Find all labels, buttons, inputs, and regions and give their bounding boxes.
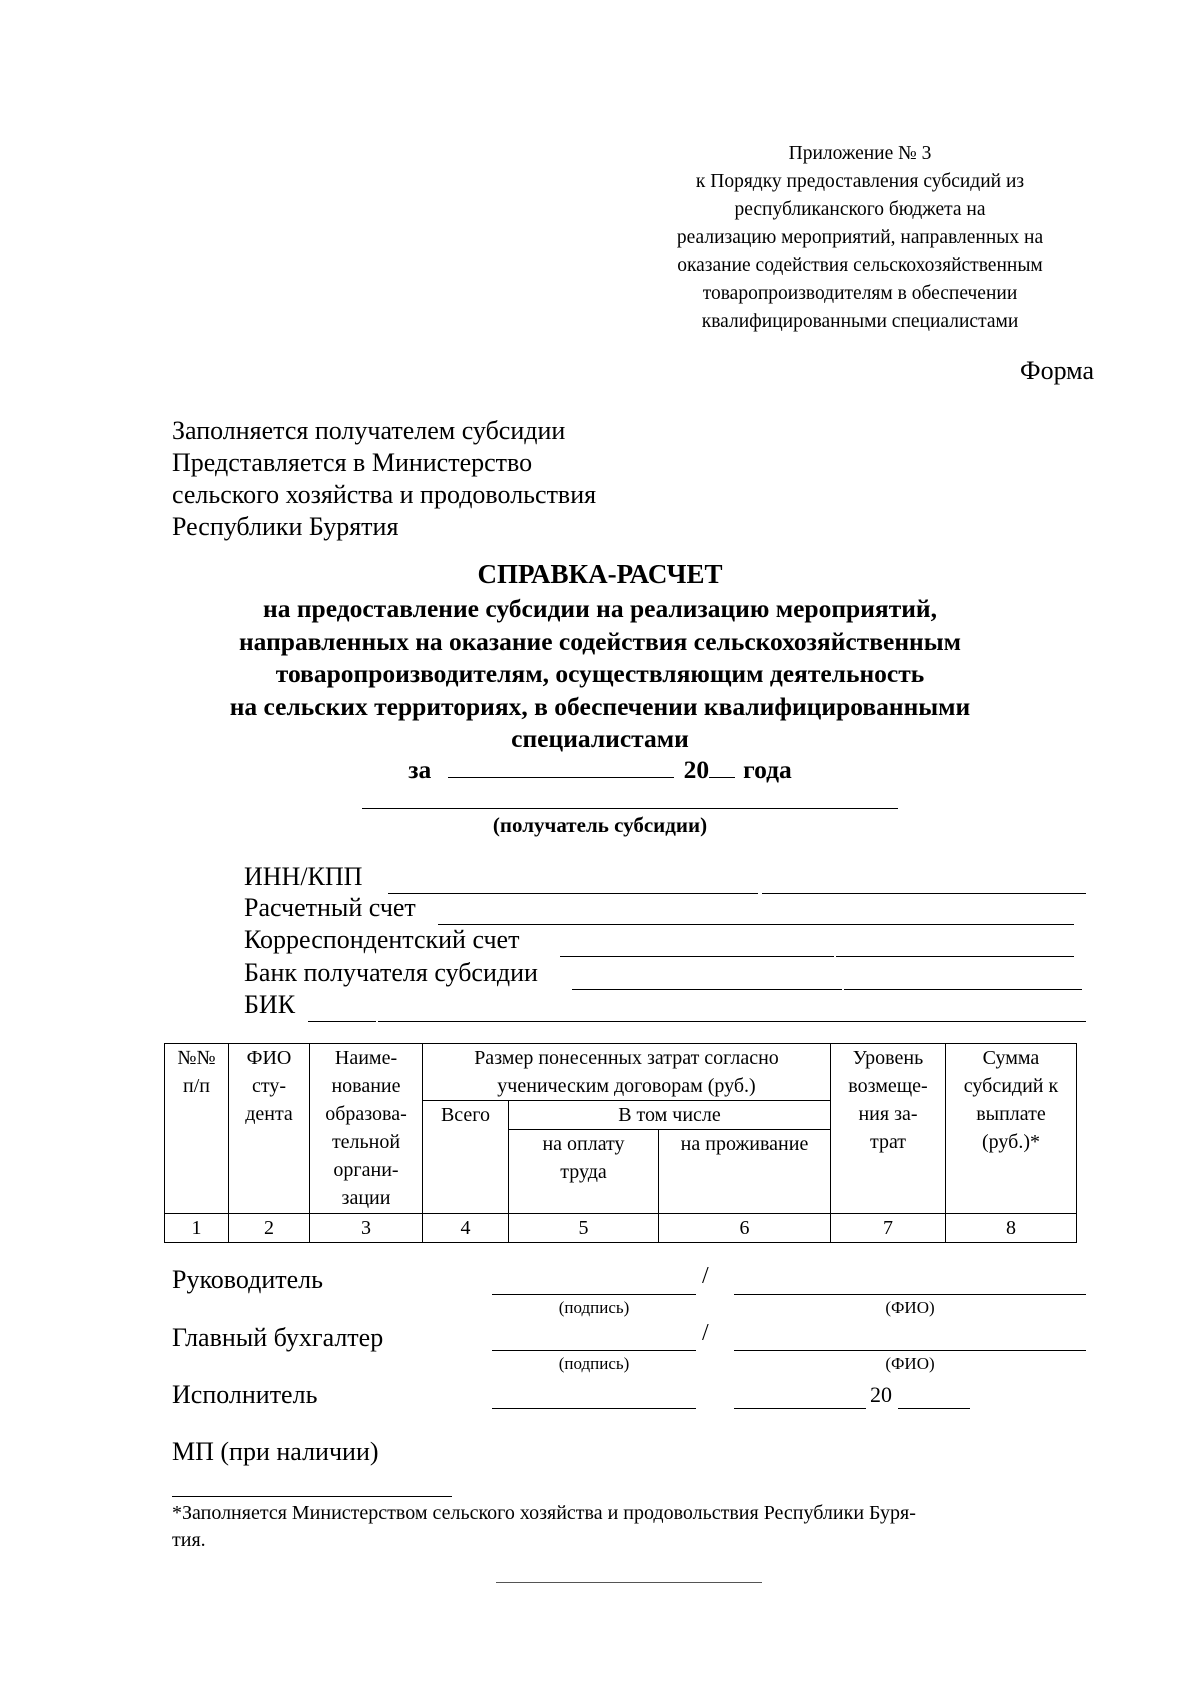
account-blank[interactable] bbox=[438, 924, 1074, 925]
account-label: Расчетный счет bbox=[244, 893, 416, 922]
period-year: 20 bbox=[683, 755, 710, 784]
footnote-line: *Заполняется Министерством сельского хозяйства и продовольствия Республики Буря- bbox=[172, 1502, 916, 1524]
footnote bbox=[172, 1500, 1092, 1554]
annex-header bbox=[620, 140, 1100, 336]
period-suffix: года bbox=[743, 755, 792, 784]
head-slash: / bbox=[702, 1263, 709, 1289]
column-number: 5 bbox=[509, 1214, 659, 1243]
executor-date-line[interactable] bbox=[734, 1408, 866, 1409]
form-label: Форма bbox=[1020, 356, 1094, 385]
accountant-slash: / bbox=[702, 1320, 709, 1346]
column-number: 3 bbox=[310, 1214, 423, 1243]
header-col-level: Уровень возмеще- ния за- трат bbox=[831, 1044, 946, 1214]
annex-line: реализацию мероприятий, направленных на bbox=[676, 227, 1044, 248]
document-subtitle bbox=[150, 593, 1050, 756]
footnote-line: тия. bbox=[172, 1529, 206, 1551]
info-line: Республики Бурятия bbox=[172, 512, 399, 541]
annex-line: республиканского бюджета на bbox=[734, 199, 986, 220]
document-title: СПРАВКА-РАСЧЕТ bbox=[477, 559, 723, 589]
inn-blank[interactable] bbox=[388, 893, 758, 894]
header-col-no: №№ п/п bbox=[165, 1044, 229, 1214]
accountant-fio-line[interactable] bbox=[734, 1350, 1086, 1351]
column-number: 4 bbox=[423, 1214, 509, 1243]
header-col-pay: на оплату труда bbox=[509, 1130, 659, 1214]
column-number: 2 bbox=[229, 1214, 310, 1243]
head-fio-caption: (ФИО) bbox=[885, 1298, 935, 1317]
header-col-incl: В том числе bbox=[509, 1101, 831, 1130]
bik-blank[interactable] bbox=[308, 1021, 376, 1022]
footnote-separator bbox=[172, 1496, 452, 1497]
bank-label: Банк получателя субсидии bbox=[244, 958, 538, 987]
head-fio-line[interactable] bbox=[734, 1294, 1086, 1295]
annex-line: оказание содействия сельскохозяйственным bbox=[677, 255, 1043, 276]
header-col-costs: Размер понесенных затрат согласно ученическим договорам (руб.) bbox=[423, 1044, 831, 1101]
header-col-living: на проживание bbox=[659, 1130, 831, 1214]
info-line: сельского хозяйства и продовольствия bbox=[172, 480, 597, 509]
info-line: Заполняется получателем субсидии bbox=[172, 416, 566, 445]
submission-info bbox=[172, 415, 596, 543]
period-prefix: за bbox=[408, 755, 432, 784]
info-line: Представляется в Министерство bbox=[172, 448, 533, 477]
accountant-signature-line[interactable] bbox=[492, 1350, 696, 1351]
bank-blank[interactable] bbox=[572, 989, 842, 990]
corr-account-blank-2[interactable] bbox=[836, 956, 1074, 957]
subtitle-line: на сельских территориях, в обеспечении квалифицированными bbox=[229, 691, 971, 721]
recipient-caption: (получатель субсидии) bbox=[492, 813, 708, 837]
column-number: 6 bbox=[659, 1214, 831, 1243]
page-end-line bbox=[496, 1582, 762, 1583]
bik-blank-2[interactable] bbox=[378, 1021, 1086, 1022]
column-number: 7 bbox=[831, 1214, 946, 1243]
executor-year-line[interactable] bbox=[898, 1408, 970, 1409]
annex-line: к Порядку предоставления субсидий из bbox=[695, 171, 1025, 192]
subtitle-line: товаропроизводителям, осуществляющим деятельность bbox=[275, 659, 925, 688]
column-number: 8 bbox=[946, 1214, 1077, 1243]
period-blank[interactable] bbox=[448, 777, 674, 778]
subtitle-line: направленных на оказание содействия сельскохозяйственным bbox=[238, 626, 962, 656]
annex-line: Приложение № 3 bbox=[788, 143, 932, 164]
head-signature-caption: (подпись) bbox=[558, 1298, 630, 1317]
accountant-signature-caption: (подпись) bbox=[558, 1354, 630, 1373]
recipient-blank[interactable] bbox=[362, 808, 898, 809]
period-line bbox=[150, 755, 1050, 785]
corr-account-blank[interactable] bbox=[560, 956, 834, 957]
calculation-table bbox=[164, 1043, 1077, 1243]
corr-account-label: Корреспондентский счет bbox=[244, 925, 520, 954]
column-number: 1 bbox=[165, 1214, 229, 1243]
head-label: Руководитель bbox=[172, 1265, 323, 1294]
kpp-blank[interactable] bbox=[762, 893, 1086, 894]
header-col-org: Наиме- нование образова- тельной органи- зации bbox=[310, 1044, 423, 1214]
bank-blank-2[interactable] bbox=[844, 989, 1082, 990]
inn-label: ИНН/КПП bbox=[244, 862, 363, 891]
annex-line: квалифицированными специалистами bbox=[701, 311, 1019, 332]
executor-year: 20 bbox=[870, 1382, 892, 1407]
executor-label: Исполнитель bbox=[172, 1380, 318, 1409]
subtitle-line: специалистами bbox=[511, 724, 689, 753]
stamp-label: МП (при наличии) bbox=[172, 1437, 379, 1466]
bik-label: БИК bbox=[244, 990, 296, 1019]
accountant-label: Главный бухгалтер bbox=[172, 1323, 384, 1352]
year-blank[interactable] bbox=[709, 777, 735, 778]
annex-line: товаропроизводителям в обеспечении bbox=[702, 283, 1018, 304]
header-col-fio: ФИО сту- дента bbox=[229, 1044, 310, 1214]
subtitle-line: на предоставление субсидии на реализацию мероприятий, bbox=[263, 594, 937, 623]
executor-line[interactable] bbox=[492, 1408, 696, 1409]
header-col-sum: Сумма субсидий к выплате (руб.)* bbox=[946, 1044, 1077, 1214]
accountant-fio-caption: (ФИО) bbox=[885, 1354, 935, 1373]
header-col-total: Всего bbox=[423, 1101, 509, 1214]
head-signature-line[interactable] bbox=[492, 1294, 696, 1295]
